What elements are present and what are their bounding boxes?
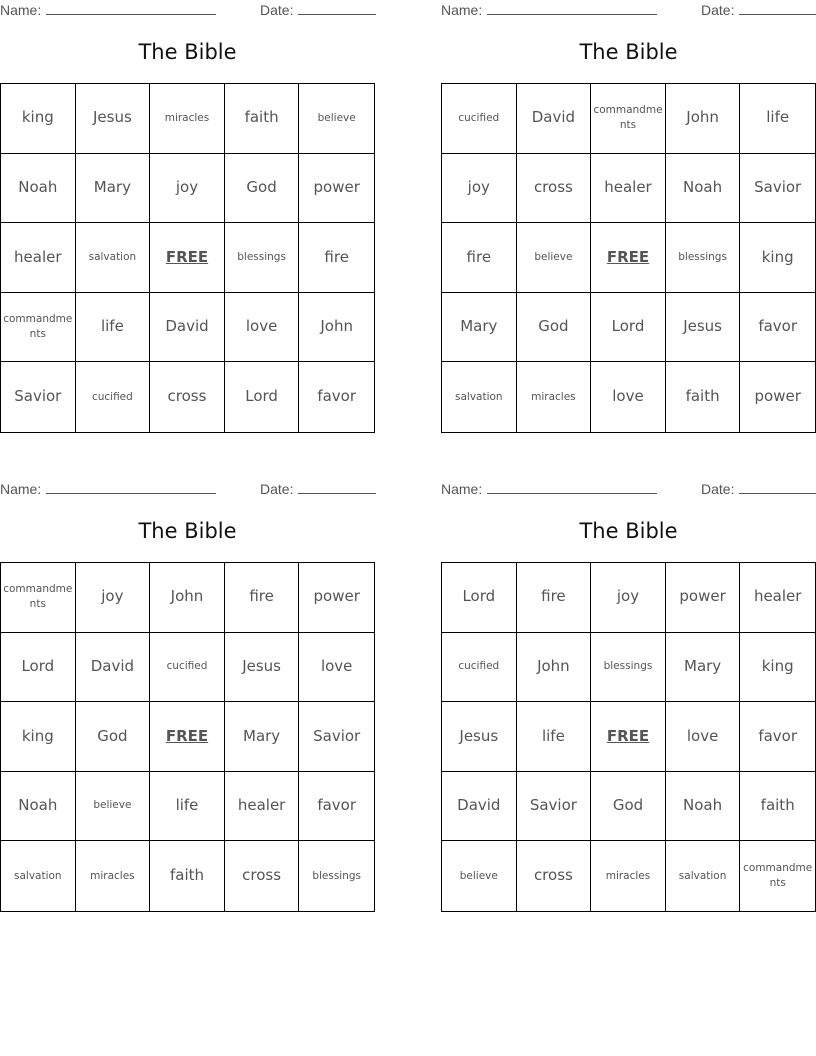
bingo-cell: Jesus	[442, 702, 517, 772]
bingo-cell: love	[591, 362, 666, 432]
name-field	[0, 2, 216, 18]
bingo-cell: cross	[517, 154, 592, 224]
bingo-cell: Jesus	[666, 293, 741, 363]
date-field	[260, 481, 376, 497]
bingo-grid	[0, 562, 375, 912]
card-title: The Bible	[579, 40, 678, 64]
bingo-cell: power	[299, 154, 374, 224]
bingo-cell: faith	[666, 362, 741, 432]
name-blank-line	[487, 481, 657, 494]
bingo-cell: David	[76, 633, 151, 703]
bingo-cell: healer	[740, 563, 815, 633]
bingo-cell: God	[591, 772, 666, 842]
name-field	[441, 481, 657, 497]
bingo-cell: Lord	[442, 563, 517, 633]
bingo-cell: Lord	[591, 293, 666, 363]
bingo-cell: Mary	[225, 702, 300, 772]
bingo-cell: life	[740, 84, 815, 154]
free-space-cell: FREE	[591, 223, 666, 293]
bingo-cell: power	[666, 563, 741, 633]
date-blank-line	[298, 481, 376, 494]
name-field	[0, 481, 216, 497]
bingo-cell: joy	[150, 154, 225, 224]
bingo-cell: Savior	[299, 702, 374, 772]
bingo-cell: John	[150, 563, 225, 633]
date-label: Date:	[701, 2, 735, 18]
bingo-cell: faith	[225, 84, 300, 154]
bingo-cell: joy	[76, 563, 151, 633]
bingo-cell: miracles	[76, 841, 151, 911]
bingo-cell: commandments	[1, 563, 76, 633]
bingo-cell: John	[299, 293, 374, 363]
date-field	[701, 481, 816, 497]
date-field	[260, 2, 376, 18]
date-label: Date:	[260, 2, 294, 18]
bingo-cell: favor	[740, 293, 815, 363]
bingo-cell: blessings	[591, 633, 666, 703]
date-label: Date:	[701, 481, 735, 497]
bingo-cell: David	[150, 293, 225, 363]
bingo-cell: believe	[76, 772, 151, 842]
date-label: Date:	[260, 481, 294, 497]
bingo-cell: Lord	[225, 362, 300, 432]
bingo-cell: God	[76, 702, 151, 772]
bingo-cell: favor	[299, 772, 374, 842]
bingo-cell: Mary	[76, 154, 151, 224]
bingo-cell: cucified	[150, 633, 225, 703]
name-blank-line	[487, 2, 657, 15]
bingo-cell: God	[517, 293, 592, 363]
bingo-cell: faith	[150, 841, 225, 911]
bingo-cell: Lord	[1, 633, 76, 703]
bingo-cell: salvation	[76, 223, 151, 293]
bingo-cell: favor	[317, 387, 357, 406]
bingo-cell: cross	[225, 841, 300, 911]
bingo-cell: commandments	[591, 84, 666, 154]
name-field	[441, 2, 657, 18]
bingo-cell: joy	[591, 563, 666, 633]
bingo-cell: salvation	[666, 841, 741, 911]
bingo-cell: cucified	[442, 633, 517, 703]
bingo-cell: Jesus	[76, 84, 151, 154]
bingo-cell: John	[517, 633, 592, 703]
free-space-cell: FREE	[591, 702, 666, 772]
name-label: Name:	[0, 2, 42, 18]
bingo-cell: healer	[1, 223, 76, 293]
bingo-cell: cucified	[76, 362, 151, 432]
bingo-card	[441, 0, 816, 440]
name-label: Name:	[441, 481, 483, 497]
bingo-cell: love	[225, 293, 300, 363]
name-blank-line	[46, 481, 216, 494]
name-label: Name:	[0, 481, 42, 497]
bingo-cell: blessings	[666, 223, 741, 293]
date-blank-line	[739, 2, 816, 15]
bingo-cell: Savior	[517, 772, 592, 842]
bingo-cell: love	[299, 633, 374, 703]
name-blank-line	[46, 2, 216, 15]
bingo-cell: salvation	[442, 362, 517, 432]
date-blank-line	[298, 2, 376, 15]
bingo-cell: power	[754, 387, 801, 406]
bingo-cell: cucified	[442, 84, 517, 154]
bingo-cell: commandments	[1, 293, 76, 363]
card-title: The Bible	[138, 40, 237, 64]
bingo-cell: Noah	[1, 772, 76, 842]
bingo-card	[0, 0, 375, 440]
bingo-cell: life	[76, 293, 151, 363]
bingo-cell: David	[442, 772, 517, 842]
bingo-cell: king	[1, 84, 76, 154]
bingo-cell: Mary	[442, 293, 517, 363]
bingo-cell: fire	[225, 563, 300, 633]
bingo-cell: John	[666, 84, 741, 154]
bingo-cell: Noah	[666, 154, 741, 224]
bingo-cell: blessings	[312, 869, 362, 882]
bingo-cell: life	[517, 702, 592, 772]
bingo-cell: love	[666, 702, 741, 772]
bingo-grid	[0, 83, 375, 433]
name-label: Name:	[441, 2, 483, 18]
bingo-cell: David	[517, 84, 592, 154]
bingo-cell: salvation	[1, 841, 76, 911]
bingo-cell: cross	[517, 841, 592, 911]
bingo-cell: favor	[740, 702, 815, 772]
free-space-cell: FREE	[150, 702, 225, 772]
bingo-cell: cross	[150, 362, 225, 432]
bingo-cell: healer	[225, 772, 300, 842]
bingo-cell: Savior	[740, 154, 815, 224]
bingo-cell: Noah	[666, 772, 741, 842]
bingo-grid	[441, 562, 816, 912]
bingo-cell: power	[299, 563, 374, 633]
bingo-cell: Jesus	[225, 633, 300, 703]
bingo-cell: miracles	[591, 841, 666, 911]
bingo-cell: Noah	[1, 154, 76, 224]
free-space-cell: FREE	[150, 223, 225, 293]
bingo-card	[441, 479, 816, 919]
bingo-grid	[441, 83, 816, 433]
card-title: The Bible	[579, 519, 678, 543]
bingo-cell: commandments	[743, 861, 813, 890]
bingo-cell: believe	[299, 84, 374, 154]
bingo-cell: fire	[299, 223, 374, 293]
date-blank-line	[739, 481, 816, 494]
bingo-cell: healer	[591, 154, 666, 224]
bingo-cell: joy	[442, 154, 517, 224]
bingo-cell: king	[740, 223, 815, 293]
card-title: The Bible	[138, 519, 237, 543]
bingo-cell: miracles	[150, 84, 225, 154]
bingo-cell: blessings	[225, 223, 300, 293]
bingo-cell: miracles	[517, 362, 592, 432]
bingo-cell: Mary	[666, 633, 741, 703]
bingo-cell: believe	[517, 223, 592, 293]
bingo-cell: faith	[740, 772, 815, 842]
bingo-cell: believe	[442, 841, 517, 911]
bingo-cell: fire	[442, 223, 517, 293]
bingo-cell: God	[225, 154, 300, 224]
bingo-cell: king	[1, 702, 76, 772]
bingo-cell: life	[150, 772, 225, 842]
bingo-cell: fire	[517, 563, 592, 633]
bingo-card	[0, 479, 375, 919]
bingo-cell: king	[740, 633, 815, 703]
date-field	[701, 2, 816, 18]
bingo-cell: Savior	[1, 362, 76, 432]
